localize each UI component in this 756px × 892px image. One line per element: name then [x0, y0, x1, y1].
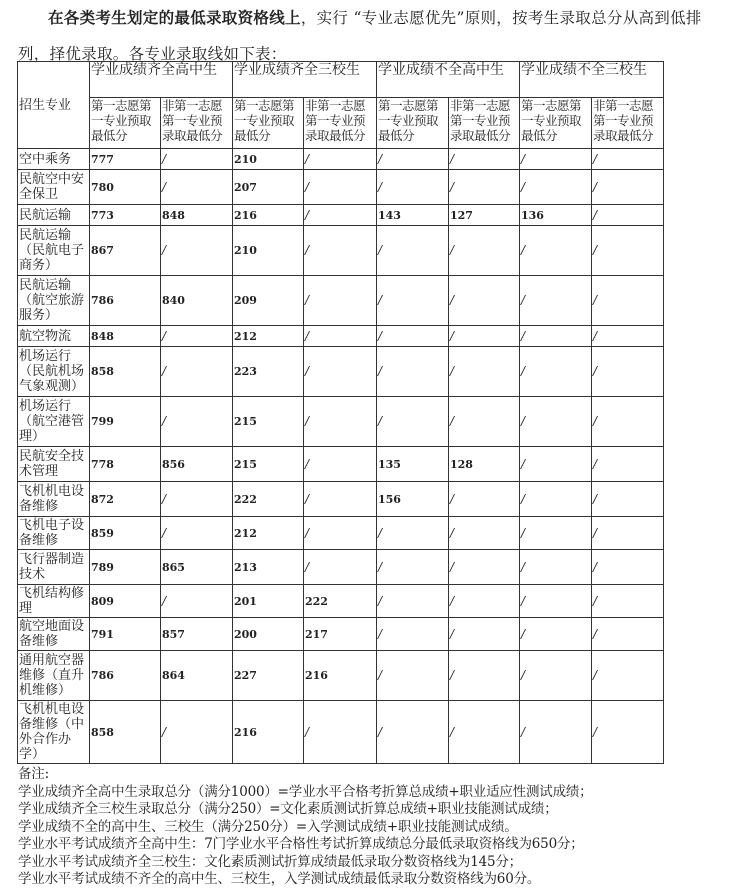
- major-name: 飞机电子设备维修: [18, 517, 90, 550]
- score-cell: /: [304, 170, 377, 205]
- score-cell: /: [592, 226, 664, 276]
- score-cell: /: [592, 397, 664, 447]
- score-cell: 156: [377, 482, 449, 517]
- score-cell: 848: [90, 326, 161, 347]
- table-row: [18, 651, 664, 701]
- score-cell: /: [304, 447, 377, 482]
- score-cell: 809: [90, 585, 161, 618]
- score-cell: 143: [377, 205, 449, 226]
- score-cell: /: [161, 149, 233, 170]
- score-cell: /: [449, 701, 520, 764]
- score-cell: 773: [90, 205, 161, 226]
- score-cell: /: [520, 397, 592, 447]
- score-cell: /: [520, 618, 592, 651]
- score-cell: 217: [304, 618, 377, 651]
- score-cell: /: [592, 482, 664, 517]
- score-cell: /: [520, 276, 592, 326]
- remark-line: 学业水平考试成绩齐全高中生：7门学业水平合格性考试折算成绩总分最低录取资格线为650分；: [18, 836, 584, 852]
- score-cell: /: [377, 701, 449, 764]
- score-cell: /: [161, 585, 233, 618]
- table-row: [18, 482, 664, 517]
- score-cell: 223: [233, 347, 304, 397]
- score-cell: /: [592, 550, 664, 585]
- score-cell: 789: [90, 550, 161, 585]
- remarks: [18, 766, 753, 889]
- score-cell: 222: [304, 585, 377, 618]
- table-row: [18, 618, 664, 651]
- score-cell: 778: [90, 447, 161, 482]
- score-cell: /: [449, 550, 520, 585]
- score-cell: /: [520, 482, 592, 517]
- score-cell: /: [520, 550, 592, 585]
- table-row: [18, 517, 664, 550]
- score-cell: /: [304, 482, 377, 517]
- score-cell: 858: [90, 701, 161, 764]
- score-cell: /: [592, 205, 664, 226]
- score-cell: 791: [90, 618, 161, 651]
- score-cell: 777: [90, 149, 161, 170]
- score-cell: 127: [449, 205, 520, 226]
- major-name: 民航运输（航空旅游服务）: [18, 276, 90, 326]
- score-cell: /: [161, 226, 233, 276]
- score-cell: /: [304, 149, 377, 170]
- score-cell: /: [592, 276, 664, 326]
- score-cell: /: [161, 701, 233, 764]
- sub-header: 第一志愿第一专业预取最低分: [90, 98, 161, 149]
- score-cell: /: [377, 397, 449, 447]
- score-cell: 848: [161, 205, 233, 226]
- score-cell: 215: [233, 397, 304, 447]
- remark-line: 学业成绩不全的高中生、三校生（满分250分）=入学测试成绩+职业技能测试成绩。: [18, 818, 518, 835]
- score-cell: 128: [449, 447, 520, 482]
- major-name: 航空物流: [18, 326, 90, 347]
- score-cell: /: [449, 326, 520, 347]
- major-name: 民航运输（民航电子商务）: [18, 226, 90, 276]
- score-cell: /: [520, 651, 592, 701]
- major-name: 空中乘务: [18, 149, 90, 170]
- score-cell: 859: [90, 517, 161, 550]
- admission-score-table: [17, 61, 664, 764]
- score-cell: /: [592, 701, 664, 764]
- score-cell: /: [592, 170, 664, 205]
- table-row: [18, 205, 664, 226]
- score-cell: /: [304, 205, 377, 226]
- score-cell: 216: [233, 205, 304, 226]
- table-row: [18, 550, 664, 585]
- sub-header: 非第一志愿第一专业预录取最低分: [304, 98, 377, 149]
- group-header: 学业成绩齐全高中生: [90, 62, 233, 98]
- major-name: 航空地面设备维修: [18, 618, 90, 651]
- score-cell: /: [377, 276, 449, 326]
- score-cell: 857: [161, 618, 233, 651]
- table-row: [18, 276, 664, 326]
- table-row: [18, 585, 664, 618]
- score-cell: /: [377, 651, 449, 701]
- score-cell: 215: [233, 447, 304, 482]
- sub-header: 非第一志愿第一专业预录取最低分: [161, 98, 233, 149]
- score-cell: /: [592, 447, 664, 482]
- score-cell: /: [304, 701, 377, 764]
- score-cell: 786: [90, 651, 161, 701]
- score-cell: /: [592, 517, 664, 550]
- major-name: 飞行器制造技术: [18, 550, 90, 585]
- score-cell: 216: [304, 651, 377, 701]
- remark-line: 学业成绩齐全高中生录取总分（满分1000）=学业水平合格考折算总成绩+职业适应性测试成绩；: [18, 783, 593, 800]
- remarks-title: 备注:: [18, 766, 49, 782]
- score-cell: /: [449, 585, 520, 618]
- table-row: [18, 149, 664, 170]
- score-cell: /: [592, 326, 664, 347]
- score-cell: 212: [233, 326, 304, 347]
- score-cell: 840: [161, 276, 233, 326]
- score-cell: /: [449, 226, 520, 276]
- score-cell: /: [161, 347, 233, 397]
- score-cell: /: [449, 170, 520, 205]
- score-cell: 858: [90, 347, 161, 397]
- sub-header: 第一志愿第一专业预取最低分: [233, 98, 304, 149]
- score-cell: /: [449, 149, 520, 170]
- major-name: 飞机机电设备维修: [18, 482, 90, 517]
- score-cell: 864: [161, 651, 233, 701]
- score-cell: 136: [520, 205, 592, 226]
- score-cell: /: [520, 585, 592, 618]
- score-cell: /: [449, 651, 520, 701]
- remark-line: 学业成绩齐全三校生录取总分（满分250）=文化素质测试折算总成绩+职业技能测试成绩；: [18, 801, 558, 817]
- score-cell: /: [304, 276, 377, 326]
- score-cell: /: [377, 149, 449, 170]
- major-name: 飞机机电设备维修（中外合作办学）: [18, 701, 90, 764]
- score-cell: 780: [90, 170, 161, 205]
- score-cell: /: [449, 276, 520, 326]
- score-cell: 865: [161, 550, 233, 585]
- major-name: 民航空中安全保卫: [18, 170, 90, 205]
- score-cell: /: [520, 170, 592, 205]
- score-cell: /: [377, 517, 449, 550]
- score-cell: /: [449, 347, 520, 397]
- score-cell: /: [520, 226, 592, 276]
- score-cell: /: [520, 517, 592, 550]
- intro-text-line2: 列，择优录取。各专业录取线如下表：: [18, 45, 287, 63]
- major-header: 招生专业: [18, 62, 90, 149]
- score-cell: 213: [233, 550, 304, 585]
- score-cell: /: [592, 149, 664, 170]
- table-row: [18, 347, 664, 397]
- score-cell: /: [449, 517, 520, 550]
- score-cell: /: [377, 226, 449, 276]
- group-header: 学业成绩不全高中生: [377, 62, 520, 98]
- major-name: 民航安全技术管理: [18, 447, 90, 482]
- score-cell: /: [304, 517, 377, 550]
- sub-header: 非第一志愿第一专业预录取最低分: [449, 98, 520, 149]
- table-row: [18, 701, 664, 764]
- score-cell: /: [520, 326, 592, 347]
- sub-header: 第一志愿第一专业预取最低分: [520, 98, 592, 149]
- score-cell: /: [520, 347, 592, 397]
- score-cell: 210: [233, 149, 304, 170]
- score-cell: /: [161, 482, 233, 517]
- score-cell: /: [304, 347, 377, 397]
- score-cell: 207: [233, 170, 304, 205]
- remark-line: 学业水平考试成绩不齐全的高中生、三校生，入学测试成绩最低录取分数资格线为60分。: [18, 871, 541, 887]
- major-name: 通用航空器维修（直升机维修）: [18, 651, 90, 701]
- score-cell: /: [161, 326, 233, 347]
- score-cell: 216: [233, 701, 304, 764]
- major-name: 飞机结构修理: [18, 585, 90, 618]
- score-cell: /: [377, 170, 449, 205]
- score-cell: /: [520, 149, 592, 170]
- score-cell: /: [449, 618, 520, 651]
- major-name: 机场运行（航空港管理）: [18, 397, 90, 447]
- remark-line: 学业水平考试成绩齐全三校生：文化素质测试折算成绩最低录取分数资格线为145分；: [18, 853, 522, 870]
- score-cell: 210: [233, 226, 304, 276]
- score-cell: /: [592, 347, 664, 397]
- table-row: [18, 170, 664, 205]
- score-cell: /: [520, 447, 592, 482]
- score-cell: /: [377, 618, 449, 651]
- score-cell: /: [377, 326, 449, 347]
- intro-text: ，实行 “专业志愿优先”原则，按考生录取总分从高到低排: [300, 9, 702, 27]
- score-cell: /: [520, 701, 592, 764]
- score-cell: 200: [233, 618, 304, 651]
- major-name: 机场运行（民航机场气象观测）: [18, 347, 90, 397]
- score-cell: 856: [161, 447, 233, 482]
- score-cell: /: [592, 585, 664, 618]
- table-row: [18, 326, 664, 347]
- score-cell: /: [449, 482, 520, 517]
- score-cell: 799: [90, 397, 161, 447]
- table-row: [18, 226, 664, 276]
- score-cell: /: [304, 326, 377, 347]
- score-cell: 201: [233, 585, 304, 618]
- table-row: [18, 447, 664, 482]
- score-cell: 786: [90, 276, 161, 326]
- major-name: 民航运输: [18, 205, 90, 226]
- score-cell: /: [449, 397, 520, 447]
- score-cell: /: [304, 397, 377, 447]
- score-cell: 867: [90, 226, 161, 276]
- score-cell: 227: [233, 651, 304, 701]
- table-row: [18, 397, 664, 447]
- score-cell: /: [161, 170, 233, 205]
- score-cell: /: [304, 550, 377, 585]
- score-cell: /: [161, 397, 233, 447]
- sub-header: 非第一志愿第一专业预录取最低分: [592, 98, 664, 149]
- score-cell: /: [592, 618, 664, 651]
- group-header: 学业成绩齐全三校生: [233, 62, 377, 98]
- score-cell: 222: [233, 482, 304, 517]
- score-cell: /: [161, 517, 233, 550]
- score-cell: /: [592, 651, 664, 701]
- score-cell: /: [304, 226, 377, 276]
- score-cell: /: [377, 550, 449, 585]
- score-cell: 135: [377, 447, 449, 482]
- group-header: 学业成绩不全三校生: [520, 62, 664, 98]
- sub-header: 第一志愿第一专业预取最低分: [377, 98, 449, 149]
- score-cell: /: [377, 585, 449, 618]
- intro-bold-text: 在各类考生划定的最低录取资格线上: [48, 8, 301, 27]
- score-cell: 209: [233, 276, 304, 326]
- score-cell: /: [377, 347, 449, 397]
- score-cell: 872: [90, 482, 161, 517]
- score-cell: 212: [233, 517, 304, 550]
